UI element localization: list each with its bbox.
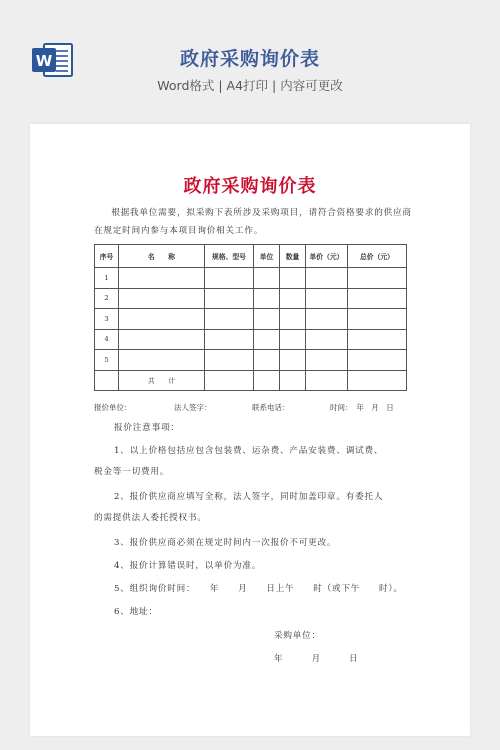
table-cell xyxy=(254,370,280,391)
table-row xyxy=(95,309,407,330)
note-line: 6、地址： xyxy=(114,607,158,617)
column-header: 序号 xyxy=(95,245,119,268)
table-cell xyxy=(348,350,407,371)
note-line: 的需提供法人委托授权书。 xyxy=(94,513,207,523)
table-row xyxy=(95,329,407,350)
row-number: 1 xyxy=(95,268,119,289)
table-cell xyxy=(348,370,407,391)
table-cell xyxy=(205,370,254,391)
table-cell xyxy=(280,309,306,330)
intro-paragraph: 根据我单位需要，拟采购下表所涉及采购项目，请符合资格要求的供应商在规定时间内参与本项目询价相关工作。 xyxy=(94,208,412,236)
table-cell xyxy=(119,309,205,330)
table-cell xyxy=(254,309,280,330)
column-header: 单位 xyxy=(254,245,280,268)
note-line: 4、报价计算错误时，以单价为准。 xyxy=(114,561,262,571)
document-page xyxy=(30,124,470,736)
column-header: 总价（元） xyxy=(348,245,407,268)
table-cell xyxy=(348,268,407,289)
column-header: 名 称 xyxy=(119,245,205,268)
column-header: 单价（元） xyxy=(306,245,348,268)
page-header xyxy=(0,0,500,122)
row-number: 4 xyxy=(95,329,119,350)
contact-phone-label: 联系电话： xyxy=(252,403,290,412)
table-cell xyxy=(119,329,205,350)
signing-date-line: 年 月 日 xyxy=(274,654,359,664)
table-cell xyxy=(280,288,306,309)
table-header-row xyxy=(95,245,407,268)
table-cell xyxy=(205,268,254,289)
note-line: 5、组织询价时间： 年 月 日上午 时（或下午 时）。 xyxy=(114,584,403,594)
document-title: 政府采购询价表 xyxy=(183,176,317,197)
svg-text:W: W xyxy=(35,52,53,70)
table-row xyxy=(95,288,407,309)
table-row xyxy=(95,350,407,371)
notes-title: 报价注意事项： xyxy=(114,423,180,433)
table-total-row xyxy=(95,370,407,391)
total-label: 共 计 xyxy=(119,370,205,391)
table-cell xyxy=(280,370,306,391)
table-cell xyxy=(119,288,205,309)
page-title: 政府采购询价表 xyxy=(179,48,320,70)
note-line: 税金等一切费用。 xyxy=(94,467,170,477)
row-number: 3 xyxy=(95,309,119,330)
table-cell xyxy=(205,288,254,309)
table-cell xyxy=(306,309,348,330)
table-cell xyxy=(205,309,254,330)
table-cell xyxy=(95,370,119,391)
purchaser-label: 采购单位： xyxy=(274,631,321,641)
note-line: 3、报价供应商必须在规定时间内一次报价不可更改。 xyxy=(114,538,337,548)
table-row xyxy=(95,268,407,289)
page-subtitle: Word格式 | A4打印 | 内容可更改 xyxy=(157,78,343,93)
table-cell xyxy=(280,268,306,289)
note-line: 2、报价供应商应填写全称，法人签字，同时加盖印章。有委托人 xyxy=(114,492,384,502)
table-cell xyxy=(280,329,306,350)
table-cell xyxy=(306,350,348,371)
column-header: 规格、型号 xyxy=(205,245,254,268)
time-label: 时间： 年 月 日 xyxy=(330,403,394,412)
table-cell xyxy=(306,370,348,391)
table-cell xyxy=(254,350,280,371)
table-cell xyxy=(280,350,306,371)
table-cell xyxy=(348,288,407,309)
table-cell xyxy=(205,350,254,371)
column-header: 数量 xyxy=(280,245,306,268)
row-number: 5 xyxy=(95,350,119,371)
table-cell xyxy=(119,350,205,371)
row-number: 2 xyxy=(95,288,119,309)
note-line: 1、以上价格包括应包含包装费、运杂费、产品安装费、调试费、 xyxy=(114,446,384,456)
table-cell xyxy=(254,288,280,309)
table-cell xyxy=(119,268,205,289)
quote-table xyxy=(94,244,407,391)
table-cell xyxy=(306,288,348,309)
quote-unit-label: 报价单位： xyxy=(94,403,132,412)
table-cell xyxy=(348,329,407,350)
table-cell xyxy=(254,329,280,350)
table-cell xyxy=(306,268,348,289)
table-cell xyxy=(348,309,407,330)
legal-signature-label: 法人签字： xyxy=(174,403,212,412)
table-cell xyxy=(254,268,280,289)
table-cell xyxy=(205,329,254,350)
table-cell xyxy=(306,329,348,350)
